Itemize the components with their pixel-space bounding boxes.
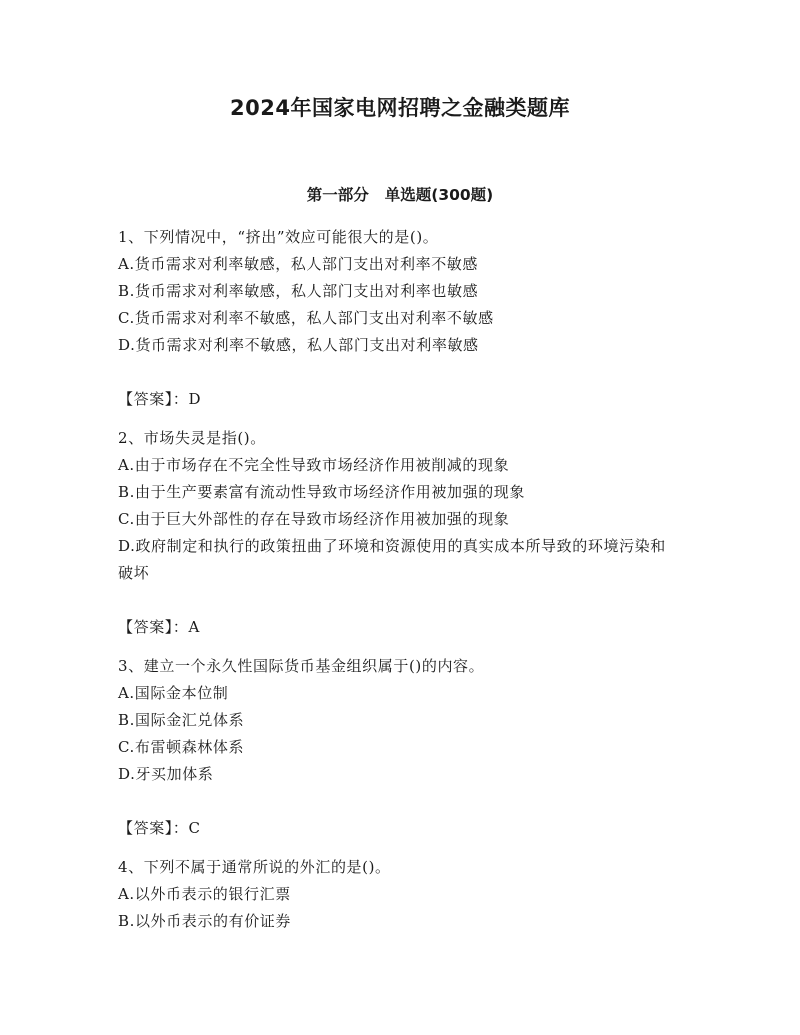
option-d: D.牙买加体系 [118, 765, 214, 783]
question-list [118, 224, 678, 935]
answer-label: 【答案】： [118, 819, 189, 837]
section-part: 第一部分 [306, 186, 369, 204]
answer-label: 【答案】： [118, 618, 189, 636]
option-a: A.国际金本位制 [118, 684, 229, 702]
answer-value: D [188, 390, 202, 408]
option-c: C.货币需求对利率不敏感，私人部门支出对利率不敏感 [118, 309, 494, 327]
question-4 [118, 854, 678, 935]
question-2 [118, 425, 678, 641]
option-b: B.货币需求对利率敏感，私人部门支出对利率也敏感 [118, 282, 479, 300]
answer-line [118, 815, 678, 842]
section-name: 单选题(300题) [384, 186, 494, 204]
answer-value: C [188, 819, 201, 837]
question-3 [118, 653, 678, 842]
document-title: 2024年国家电网招聘之金融类题库 [230, 96, 570, 120]
option-c: C.由于巨大外部性的存在导致市场经济作用被加强的现象 [118, 510, 510, 528]
answer-value: A [188, 618, 200, 636]
answer-line [118, 386, 678, 413]
answer-line [118, 614, 678, 641]
question-stem: 3、建立一个永久性国际货币基金组织属于()的内容。 [118, 657, 485, 675]
option-b: B.由于生产要素富有流动性导致市场经济作用被加强的现象 [118, 483, 525, 501]
option-a: A.以外币表示的银行汇票 [118, 885, 291, 903]
option-d: D.政府制定和执行的政策扭曲了环境和资源使用的真实成本所导致的环境污染和破坏 [118, 537, 666, 582]
question-1 [118, 224, 678, 413]
answer-label: 【答案】： [118, 390, 189, 408]
option-a: A.货币需求对利率敏感，私人部门支出对利率不敏感 [118, 255, 479, 273]
option-b: B.以外币表示的有价证券 [118, 912, 291, 930]
section-heading [0, 183, 800, 205]
option-a: A.由于市场存在不完全性导致市场经济作用被削减的现象 [118, 456, 510, 474]
question-stem: 1、下列情况中，“挤出”效应可能很大的是()。 [118, 228, 439, 246]
question-stem: 2、市场失灵是指()。 [118, 429, 266, 447]
option-c: C.布雷顿森林体系 [118, 738, 245, 756]
question-stem: 4、下列不属于通常所说的外汇的是()。 [118, 858, 391, 876]
option-b: B.国际金汇兑体系 [118, 711, 245, 729]
option-d: D.货币需求对利率不敏感，私人部门支出对利率敏感 [118, 336, 479, 354]
